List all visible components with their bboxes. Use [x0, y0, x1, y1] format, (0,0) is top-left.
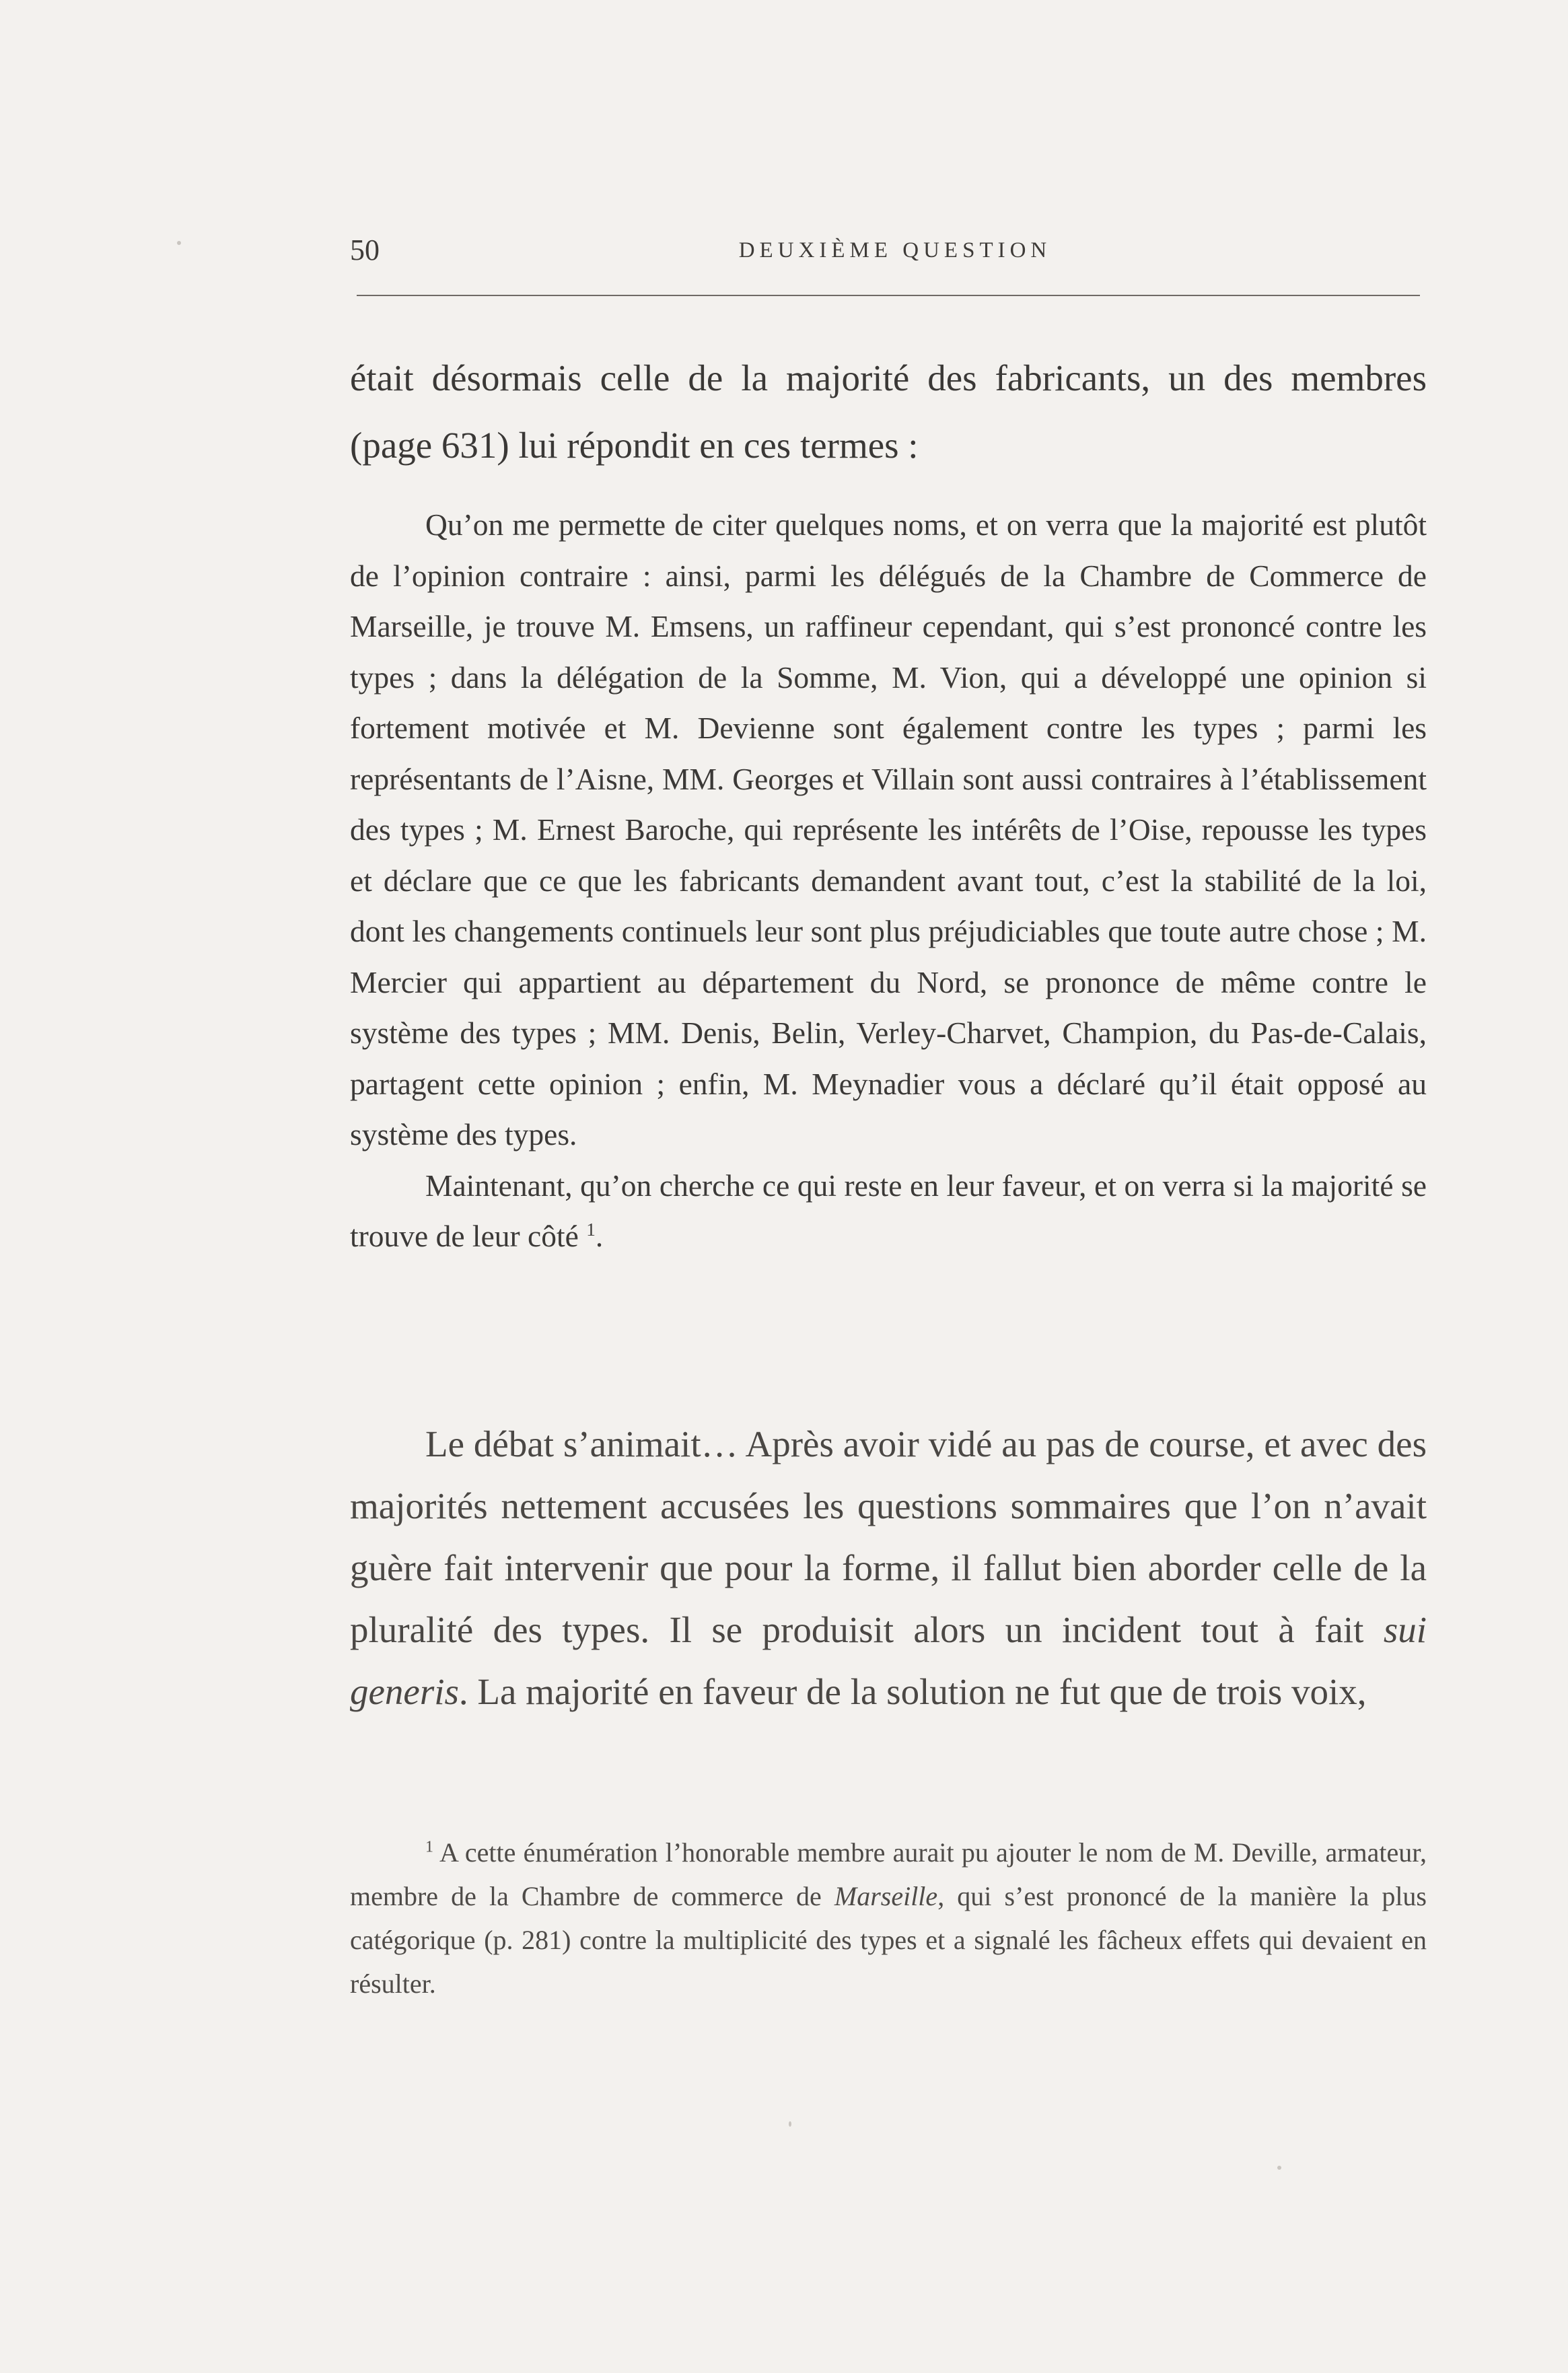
- lead-paragraph-text: était désormais celle de la majorité des fabricants, un des membres (page 631) lui répondit en ces termes :: [350, 357, 1427, 466]
- main-paragraph-before: Le débat s’animait… Après avoir vidé au pas de course, et avec des majorités nettement accusées les questions sommaires que l’on n’avait guère fait intervenir que pour la forme, il fallut bien aborder celle de la pluralité des types. Il se produisit alors un incident tout à fait: [350, 1423, 1427, 1650]
- main-paragraph-after: . La majorité en faveur de la solution ne fut que de trois voix,: [458, 1671, 1367, 1712]
- footnote-italic: Marseille: [834, 1881, 938, 1911]
- lead-paragraph: [350, 345, 1427, 479]
- main-paragraph-italic: sui generis: [350, 1609, 1427, 1712]
- paper-speck: [177, 241, 181, 245]
- footnote-text: [350, 1831, 1427, 2006]
- main-paragraph-text: [350, 1413, 1427, 1723]
- footnote-after: , qui s’est prononcé de la manière la plus catégorique (p. 281) contre la multiplicité des types et a signalé les fâcheux effets qui devaient en résulter.: [350, 1881, 1427, 1999]
- footnote-marker: 1: [425, 1838, 433, 1856]
- running-head: [350, 230, 1413, 271]
- paper-speck: [1277, 2166, 1281, 2170]
- quotation-paragraph-1: Qu’on me permette de citer quelques noms, et on verra que la majorité est plutôt de l’opinion contraire : ainsi, parmi les délégués de la Chambre de Commerce de Marseille, je trouve M. Emsens, un raffineur cependant, qui s’est prononcé contre les types ; dans la délégation de la Somme, M. Vion, qui a développé une opinion si fortement motivée et M. Devienne sont également contre les types ; parmi les représentants de l’Aisne, MM. Georges et Villain sont aussi contraires à l’établissement des types ; M. Ernest Baroche, qui représente les intérêts de l’Oise, repousse les types et déclare que ce que les fabricants demandent avant tout, c’est la stabilité de la loi, dont les changements continuels leur sont plus préjudiciables que toute autre chose ; M. Mercier qui appartient au département du Nord, se prononce de même contre le système des types ; MM. Denis, Belin, Verley-Charvet, Champion, du Pas-de-Calais, partagent cette opinion ; enfin, M. Meynadier vous a déclaré qu’il était opposé au système des types.: [350, 507, 1427, 1152]
- quotation-paragraph-2-end: .: [595, 1219, 604, 1253]
- header-rule: [357, 295, 1420, 296]
- footnote: [350, 1831, 1427, 2006]
- quotation-paragraph-2-text: Maintenant, qu’on cherche ce qui reste en leur faveur, et on verra si la majorité se trouve de leur côté: [350, 1168, 1427, 1253]
- page-number: 50: [350, 234, 380, 267]
- paper-speck: [789, 2121, 791, 2127]
- quotation-block: [350, 499, 1427, 1262]
- footnote-before: A cette énumération l’honorable membre aurait pu ajouter le nom de M. Deville, armateur, membre de la Chambre de commerce de: [350, 1837, 1427, 1911]
- running-title: DEUXIÈME QUESTION: [738, 238, 1052, 262]
- footnote-reference: 1: [586, 1219, 596, 1240]
- quotation-paragraph-2: [350, 1160, 1427, 1262]
- main-paragraph: [350, 1413, 1427, 1723]
